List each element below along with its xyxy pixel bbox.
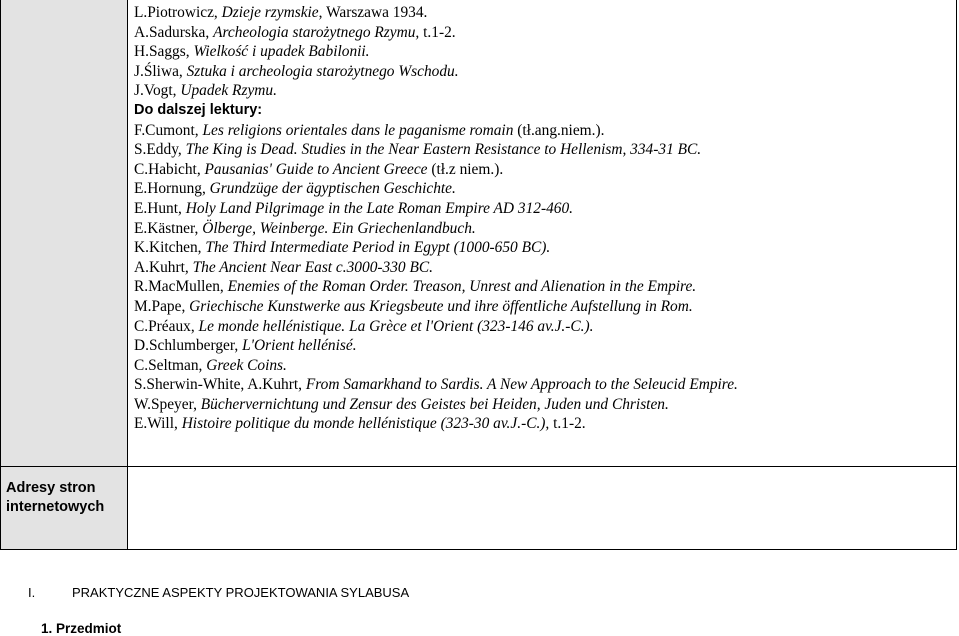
reference-author: C.Seltman,	[134, 356, 207, 374]
table-border-right	[956, 0, 957, 550]
reference-title: Greek Coins.	[206, 356, 287, 374]
reference-item	[134, 42, 949, 62]
reference-item	[134, 219, 949, 239]
reference-details: , Warszawa 1934.	[318, 4, 428, 21]
reference-title: L'Orient hellénisé.	[242, 337, 357, 355]
table-row-divider	[0, 466, 957, 467]
reference-author: E.Hornung,	[134, 180, 210, 198]
websites-label: Adresy stron internetowych	[6, 480, 105, 515]
section-title: PRAKTYCZNE ASPEKTY PROJEKTOWANIA SYLABUSA	[72, 585, 410, 600]
reference-author: E.Kästner,	[134, 219, 203, 237]
reference-details: t.1-2.	[549, 415, 586, 433]
reference-title: Griechische Kunstwerke aus Kriegsbeute und ihre öffentliche Aufstellung in Rom.	[189, 297, 693, 315]
reference-title: Sztuka i archeologia starożytnego Wschodu.	[186, 62, 459, 80]
reference-author: A.Kuhrt,	[134, 258, 193, 276]
reference-author: L.Piotrowicz,	[134, 4, 222, 21]
reference-item	[134, 3, 949, 23]
reference-item	[134, 414, 949, 434]
reference-title: Dzieje rzymskie	[221, 4, 319, 21]
reference-item	[134, 356, 949, 376]
reference-author: W.Speyer,	[134, 395, 201, 413]
reference-details: (tł.z niem.).	[427, 160, 504, 178]
reference-title: Histoire politique du monde hellénistique (323-30 av.J.-C.),	[181, 415, 550, 433]
reference-item	[134, 160, 949, 180]
reference-title: Grundzüge der ägyptischen Geschichte.	[209, 180, 456, 198]
reference-title: Wielkość i upadek Babilonii.	[193, 43, 370, 61]
reference-item	[134, 395, 949, 415]
reference-author: F.Cumont,	[134, 121, 203, 139]
reference-title: Pausanias' Guide to Ancient Greece	[204, 160, 428, 178]
reference-author: J.Śliwa,	[134, 62, 187, 80]
reference-title: Ölberge, Weinberge. Ein Griechenlandbuch.	[202, 219, 476, 237]
reference-title: The King is Dead. Studies in the Near Eastern Resistance to Hellenism, 334-31 BC.	[185, 141, 702, 159]
left-label-cell-empty	[1, 0, 127, 466]
reference-author: K.Kitchen,	[134, 239, 206, 257]
reference-author: E.Hunt,	[134, 199, 186, 217]
reference-item	[134, 297, 949, 317]
further-reading-heading: Do dalszej lektury:	[134, 101, 263, 118]
reference-item	[134, 140, 949, 160]
reference-item	[134, 375, 949, 395]
reference-title: From Samarkhand to Sardis. A New Approach to the Seleucid Empire.	[305, 376, 738, 394]
reference-item	[134, 277, 949, 297]
reference-item	[134, 179, 949, 199]
reference-title: Les religions orientales dans le paganisme romain	[202, 121, 514, 139]
reference-author: C.Habicht,	[134, 160, 205, 178]
reference-title: Holy Land Pilgrimage in the Late Roman Empire AD 312-460.	[185, 199, 574, 217]
reference-item	[134, 81, 949, 101]
reference-details: t.1-2.	[419, 23, 456, 41]
reference-title: The Ancient Near East c.3000-330 BC.	[192, 258, 433, 276]
reference-title: Upadek Rzymu.	[180, 82, 277, 100]
reference-author: H.Saggs,	[134, 43, 194, 61]
reference-item	[134, 317, 949, 337]
reference-list	[134, 3, 949, 434]
reference-author: C.Préaux,	[134, 317, 199, 335]
reference-title: Enemies of the Roman Order. Treason, Unrest and Alienation in the Empire.	[227, 278, 697, 296]
reference-item	[134, 258, 949, 278]
reference-item	[134, 23, 949, 43]
section-heading	[28, 585, 409, 600]
subsection-heading: 1. Przedmiot	[41, 621, 122, 636]
table-border-left	[0, 0, 1, 550]
reference-author: J.Vogt,	[134, 82, 181, 100]
reference-details: (tł.ang.niem.).	[513, 121, 605, 139]
reference-item	[134, 121, 949, 141]
reference-author: M.Pape,	[134, 297, 190, 315]
table-column-divider	[127, 0, 128, 550]
reference-item	[134, 199, 949, 219]
reference-title: Archeologia starożytnego Rzymu,	[213, 23, 420, 41]
reference-item	[134, 238, 949, 258]
reference-author: R.MacMullen,	[134, 278, 228, 296]
table-border-bottom	[0, 549, 957, 550]
reference-author: D.Schlumberger,	[134, 337, 243, 355]
reference-author: S.Eddy,	[134, 141, 186, 159]
reference-title: Le monde hellénistique. La Grèce et l'Orient (323-146 av.J.-C.).	[198, 317, 594, 335]
reference-title: Büchervernichtung und Zensur des Geistes bei Heiden, Juden und Christen.	[200, 395, 669, 413]
reference-author: E.Will,	[134, 415, 182, 433]
reference-author: S.Sherwin-White, A.Kuhrt,	[134, 376, 306, 394]
reference-author: A.Sadurska,	[134, 23, 214, 41]
reference-title: The Third Intermediate Period in Egypt (1000-650 BC).	[205, 239, 551, 257]
reference-item	[134, 336, 949, 356]
reference-item	[134, 62, 949, 82]
section-number: I.	[28, 585, 36, 600]
